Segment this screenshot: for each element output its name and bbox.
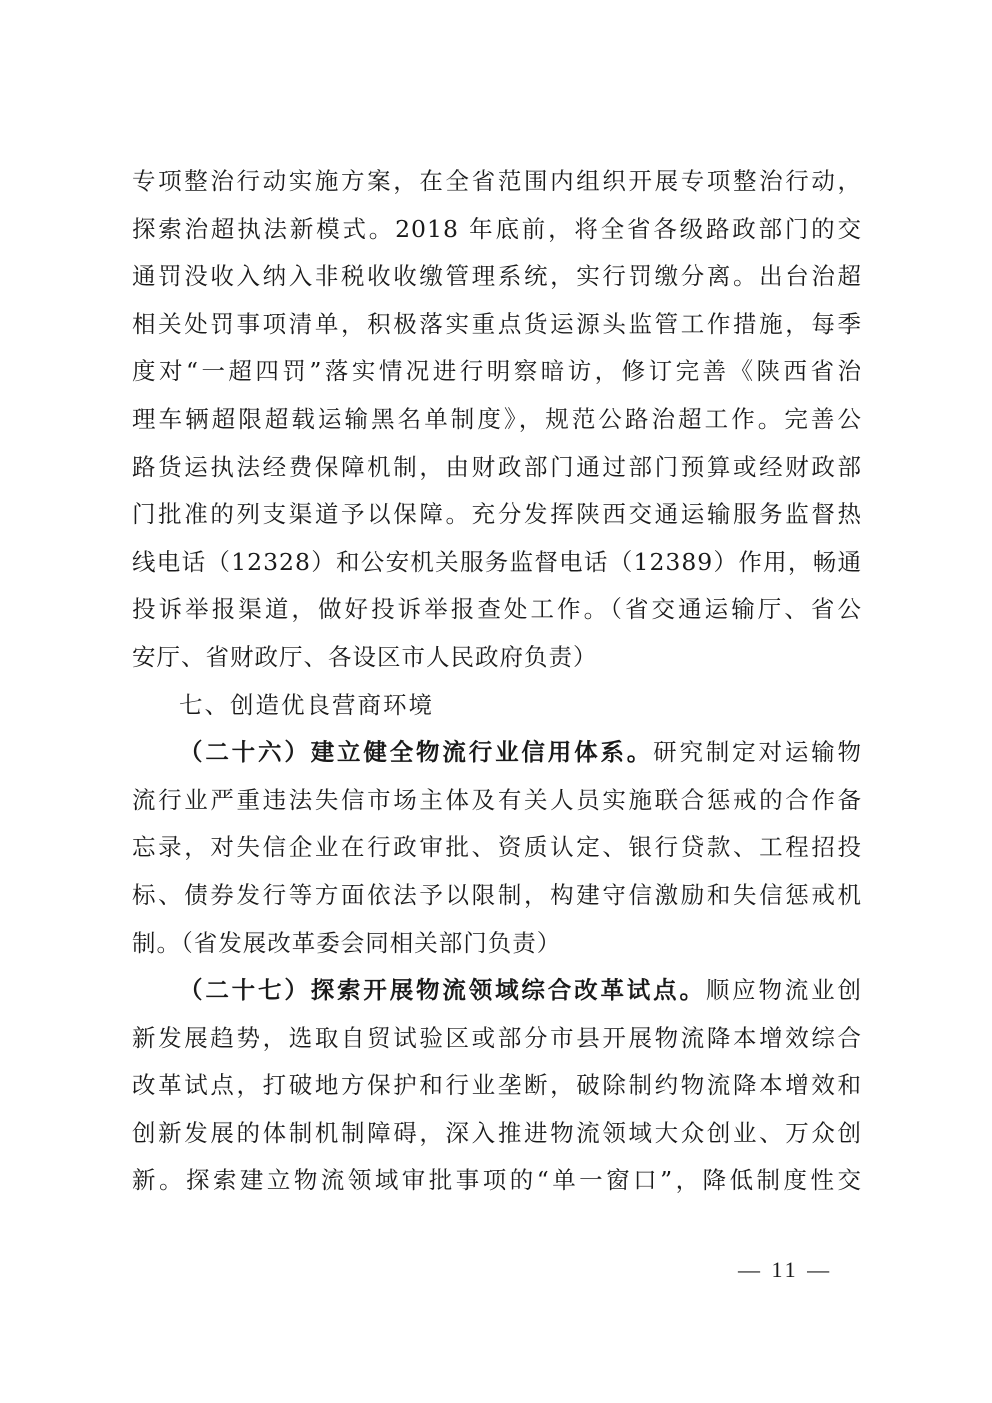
item-26-title: （二十六）建立健全物流行业信用体系。 — [179, 738, 654, 767]
item-26-first-rest: 研究制定对运输物 — [653, 738, 863, 767]
paragraph-line: 通罚没收入纳入非税收收缴管理系统，实行罚缴分离。出台治超 — [132, 262, 862, 291]
paragraph-line: 路货运执法经费保障机制，由财政部门通过部门预算或经财政部 — [132, 452, 862, 481]
paragraph-line: 相关处罚事项清单，积极落实重点货运源头监管工作措施，每季 — [132, 309, 862, 338]
item-27-first-line — [132, 967, 862, 1015]
item-27-first-rest: 顺应物流业创 — [705, 976, 863, 1005]
paragraph-line: 探索治超执法新模式。2018 年底前，将全省各级路政部门的交 — [132, 214, 862, 243]
item-26-line: 流行业严重违法失信市场主体及有关人员实施联合惩戒的合作备 — [132, 785, 862, 814]
paragraph-line: 门批准的列支渠道予以保障。充分发挥陕西交通运输服务监督热 — [132, 500, 862, 529]
item-27-line: 创新发展的体制机制障碍，深入推进物流领域大众创业、万众创 — [132, 1118, 862, 1147]
item-27-line: 改革试点，打破地方保护和行业垄断，破除制约物流降本增效和 — [132, 1071, 862, 1100]
item-26-first-line — [132, 729, 862, 777]
item-27-line: 新。探索建立物流领域审批事项的“单一窗口”，降低制度性交 — [132, 1166, 862, 1195]
paragraph-line: 理车辆超限超载运输黑名单制度》，规范公路治超工作。完善公 — [132, 404, 862, 433]
item-26-line: 标、债券发行等方面依法予以限制，构建守信激励和失信惩戒机 — [132, 880, 862, 909]
paragraph-line: 线电话（12328）和公安机关服务监督电话（12389）作用，畅通 — [132, 547, 862, 576]
item-27-title: （二十七）探索开展物流领域综合改革试点。 — [179, 976, 706, 1005]
item-26-line: 忘录，对失信企业在行政审批、资质认定、银行贷款、工程招投 — [132, 833, 862, 862]
item-27-line: 新发展趋势，选取自贸试验区或部分市县开展物流降本增效综合 — [132, 1023, 862, 1052]
body-text — [132, 158, 862, 1205]
page-number: — 11 — — [738, 1257, 833, 1282]
paragraph-line: 安厅、省财政厅、各设区市人民政府负责） — [132, 642, 598, 671]
item-26-line: 制。（省发展改革委会同相关部门负责） — [132, 928, 562, 957]
paragraph-line: 专项整治行动实施方案，在全省范围内组织开展专项整治行动， — [132, 167, 862, 195]
paragraph-line: 投诉举报渠道，做好投诉举报查处工作。（省交通运输厅、省公 — [132, 595, 862, 624]
paragraph-line: 度对“一超四罚”落实情况进行明察暗访，修订完善《陕西省治 — [132, 357, 862, 386]
section-heading: 七、创造优良营商环境 — [179, 690, 434, 719]
